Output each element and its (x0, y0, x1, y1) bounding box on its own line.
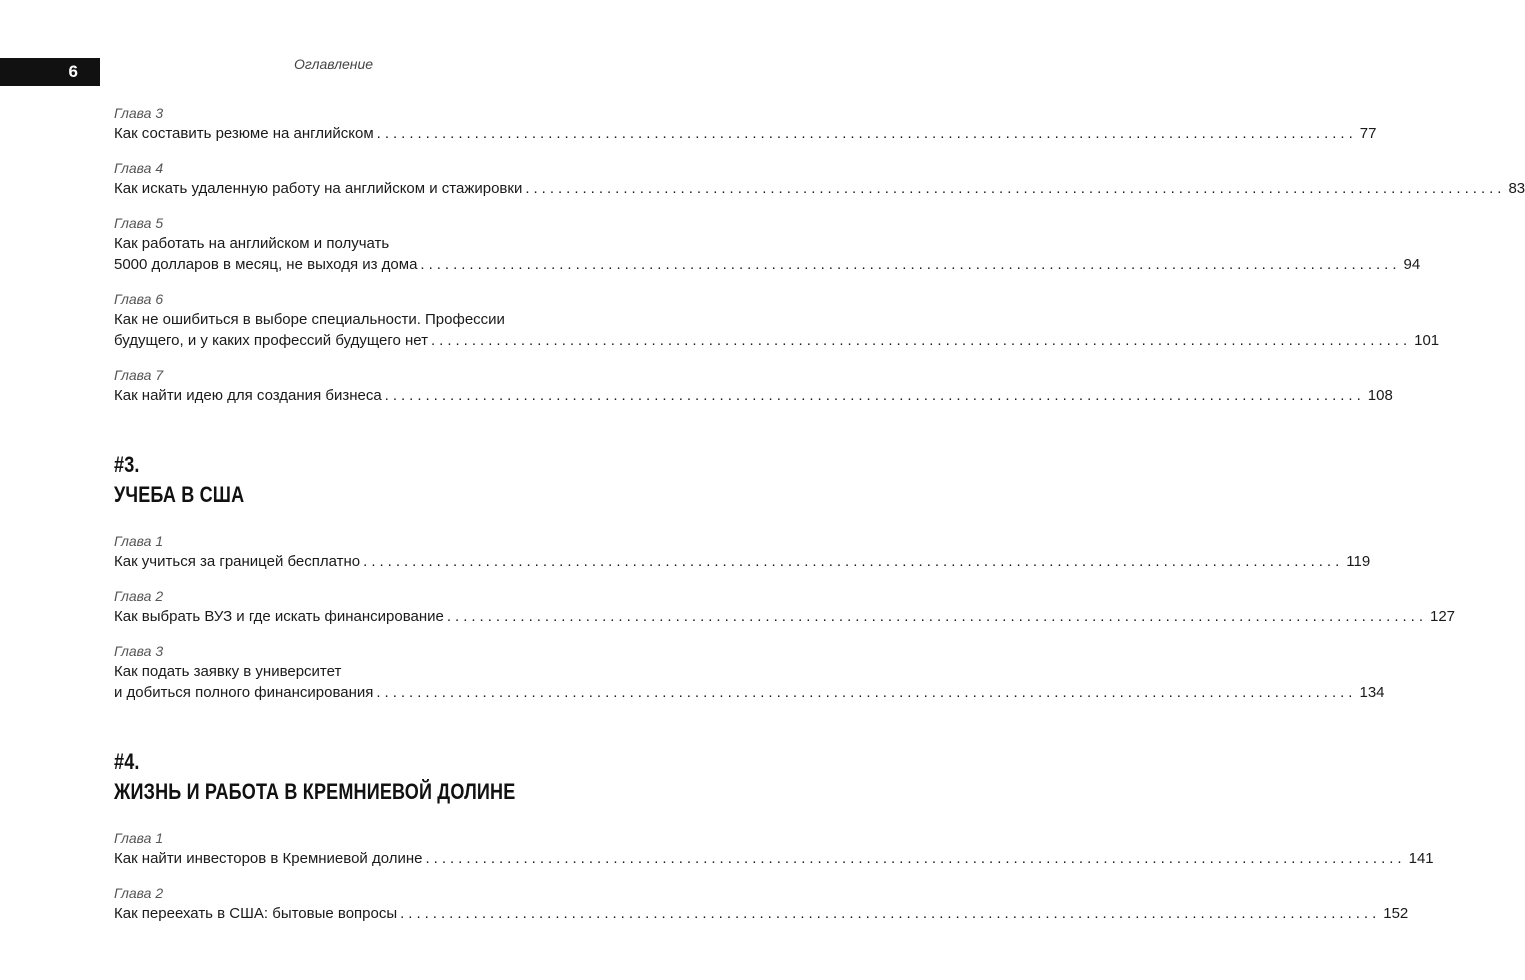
table-of-contents (114, 104, 1525, 939)
entry-title-last-line (114, 682, 1385, 703)
section-heading (114, 450, 590, 510)
entry-page-number: 152 (1383, 905, 1409, 922)
section-heading (114, 747, 590, 807)
entry-title-last-line (114, 903, 1409, 924)
entry-title-last-line (114, 330, 1440, 351)
entry-page-number: 77 (1359, 125, 1377, 142)
entry-title-last-line (114, 385, 1393, 406)
entry-title: Как учиться за границей бесплатно (114, 553, 361, 570)
entry-title: Как выбрать ВУЗ и где искать финансирование (114, 608, 444, 625)
chapter-label: Глава 6 (114, 291, 164, 307)
entry-title: Как переехать в США: бытовые вопросы (114, 905, 398, 922)
section-number: #3. (114, 452, 140, 477)
toc-entry[interactable] (114, 290, 1440, 351)
entry-title: и добиться полного финансирования (114, 684, 374, 701)
dot-leader: ........................................................................................................................ (363, 553, 1344, 570)
dot-leader: ........................................................................................................................ (425, 850, 1406, 867)
chapter-label: Глава 1 (114, 533, 164, 549)
entry-title-line: Как подать заявку в университет (114, 663, 342, 680)
dot-leader: ........................................................................................................................ (384, 387, 1365, 404)
entry-title-last-line (114, 178, 1525, 199)
page-number: 6 (68, 62, 78, 81)
entry-page-number: 101 (1414, 332, 1440, 349)
entry-title-last-line (114, 254, 1421, 275)
chapter-label: Глава 2 (114, 588, 164, 604)
chapter-label: Глава 3 (114, 643, 164, 659)
entry-title: 5000 долларов в месяц, не выходя из дома (114, 256, 418, 273)
toc-entry[interactable] (114, 214, 1421, 275)
entry-title: Как искать удаленную работу на английском и стажировки (114, 180, 523, 197)
dot-leader: ........................................................................................................................ (431, 332, 1412, 349)
toc-entry[interactable] (114, 642, 1385, 703)
toc-entry[interactable] (114, 829, 1434, 869)
toc-entry[interactable] (114, 104, 1377, 144)
entry-title-line: Как работать на английском и получать (114, 235, 390, 252)
dot-leader: ........................................................................................................................ (525, 180, 1506, 197)
chapter-label: Глава 3 (114, 105, 164, 121)
chapter-label: Глава 7 (114, 367, 164, 383)
toc-entry[interactable] (114, 366, 1393, 406)
entry-title: Как составить резюме на английском (114, 125, 374, 142)
entry-page-number: 134 (1359, 684, 1385, 701)
chapter-label: Глава 1 (114, 830, 164, 846)
toc-entry[interactable] (114, 159, 1525, 199)
entry-title: будущего, и у каких профессий будущего нет (114, 332, 429, 349)
entry-page-number: 83 (1508, 180, 1525, 197)
section-title: УЧЕБА В США (114, 482, 245, 507)
dot-leader: ........................................................................................................................ (420, 256, 1401, 273)
entry-page-number: 94 (1403, 256, 1421, 273)
section-title: ЖИЗНЬ И РАБОТА В КРЕМНИЕВОЙ ДОЛИНЕ (114, 779, 516, 804)
chapter-label: Глава 2 (114, 885, 164, 901)
dot-leader: ........................................................................................................................ (376, 125, 1357, 142)
entry-page-number: 127 (1430, 608, 1456, 625)
entry-title-line: Как не ошибиться в выборе специальности. Профессии (114, 311, 505, 328)
dot-leader: ........................................................................................................................ (400, 905, 1381, 922)
entry-page-number: 119 (1346, 553, 1371, 570)
dot-leader: ........................................................................................................................ (446, 608, 1427, 625)
chapter-label: Глава 5 (114, 215, 164, 231)
entry-title: Как найти инвесторов в Кремниевой долине (114, 850, 423, 867)
entry-title-last-line (114, 606, 1456, 627)
entry-title-last-line (114, 551, 1371, 572)
toc-entry[interactable] (114, 532, 1371, 572)
entry-title-last-line (114, 123, 1377, 144)
entry-page-number: 108 (1367, 387, 1393, 404)
dot-leader: ........................................................................................................................ (376, 684, 1357, 701)
entry-title: Как найти идею для создания бизнеса (114, 387, 382, 404)
section-number: #4. (114, 749, 140, 774)
toc-entry[interactable] (114, 884, 1409, 924)
chapter-label: Глава 4 (114, 160, 164, 176)
entry-title-last-line (114, 848, 1434, 869)
toc-entry[interactable] (114, 587, 1456, 627)
running-head: Оглавление (293, 56, 374, 72)
entry-page-number: 141 (1408, 850, 1434, 867)
